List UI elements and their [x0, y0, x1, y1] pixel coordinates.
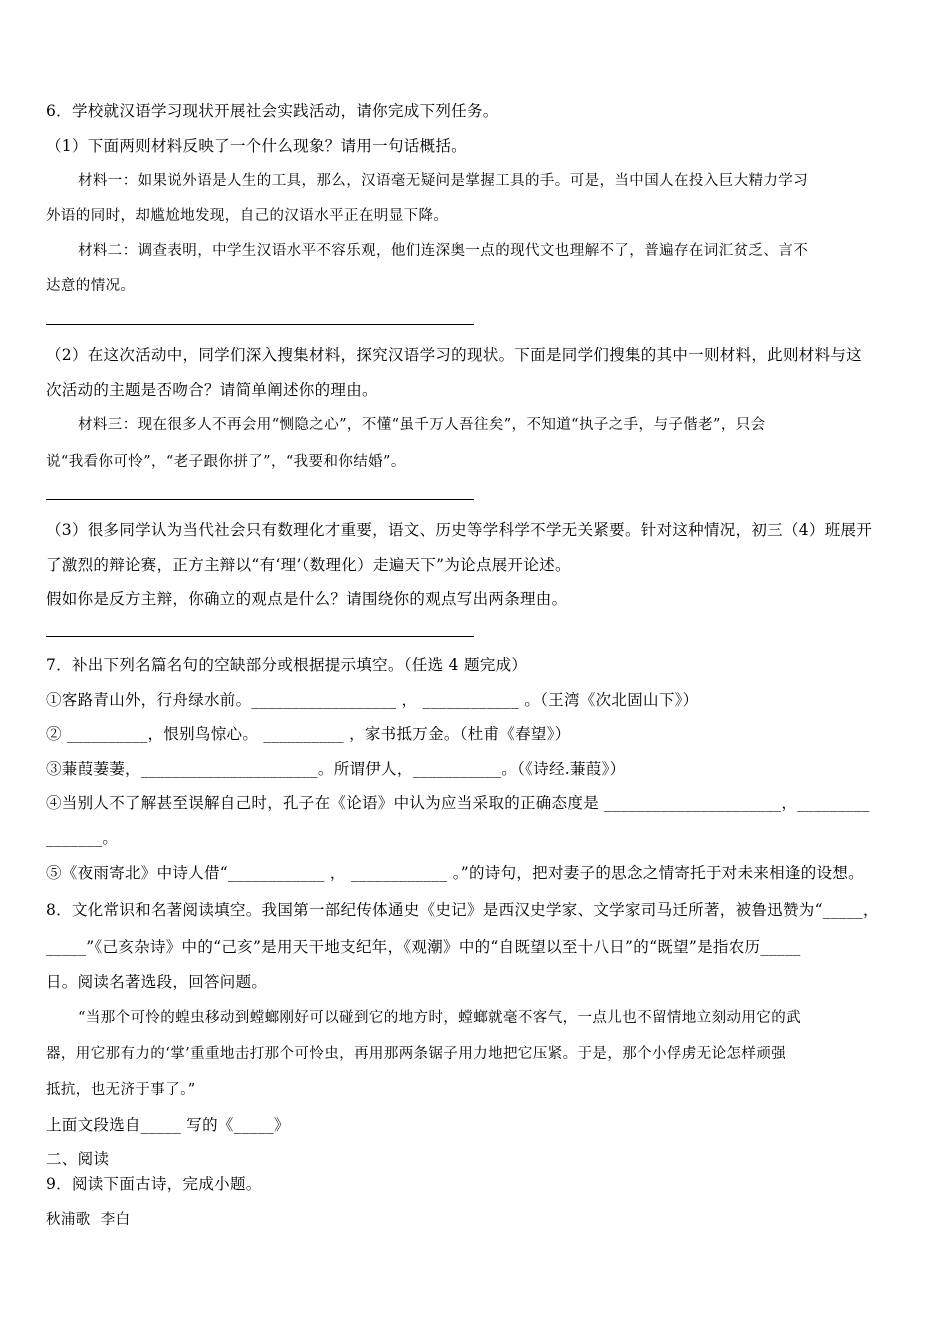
question-8-source: 上面文段选自_____ 写的《_____》 — [46, 1116, 290, 1134]
question-8-line-3: 日。阅读名著选段，回答问题。 — [46, 973, 268, 991]
material-1-line-1: 材料一：如果说外语是人生的工具，那么，汉语毫无疑问是掌握工具的手。可是，当中国人在投入巨大精力学习 — [78, 173, 809, 189]
question-6-part3-line-2: 了激烈的辩论赛，正方主辩以“有‘理’（数理化）走遍天下”为论点展开论述。 — [46, 556, 571, 574]
material-2-line-1: 材料二：调查表明，中学生汉语水平不容乐观，他们连深奥一点的现代文也理解不了，普遍存在词汇贫乏、言不 — [78, 243, 809, 259]
question-7-item-1: ①客路青山外，行舟绿水前。__________________ ， ____________ 。（王湾《次北固山下》） — [46, 691, 699, 709]
material-3-line-2: 说“我看你可怜”，“老子跟你拼了”，“我要和你结婚”。 — [46, 454, 406, 470]
excerpt-line-3: 抵抗，也无济于事了。” — [46, 1082, 196, 1098]
question-6-part2-line-2: 次活动的主题是否吻合？请简单阐述你的理由。 — [46, 381, 378, 399]
question-6-part3-line-3: 假如你是反方主辩，你确立的观点是什么？请围绕你的观点写出两条理由。 — [46, 590, 568, 608]
question-6-part2-line-1: （2）在这次活动中，同学们深入搜集材料，探究汉语学习的现状。下面是同学们搜集的其中一则材料，此则材料与这 — [46, 346, 862, 364]
section-2-heading: 二、阅读 — [46, 1150, 110, 1168]
question-8-line-1: 8．文化常识和名著阅读填空。我国第一部纪传体通史《史记》是西汉史学家、文学家司马迁所著，被鲁迅赞为“_____， — [46, 901, 879, 919]
question-6-part3-line-1: （3）很多同学认为当代社会只有数理化才重要，语文、历史等学科学不学无关紧要。针对这种情况，初三（4）班展开 — [46, 521, 873, 539]
question-9-title: 9．阅读下面古诗，完成小题。 — [46, 1175, 262, 1193]
excerpt-line-1: “当那个可怜的蝗虫移动到螳螂刚好可以碰到它的地方时，螳螂就毫不客气，一点儿也不留情地立刻动用它的武 — [78, 1010, 802, 1026]
poem-title: 秋浦歌 李白 — [46, 1212, 131, 1228]
material-3-line-1: 材料三：现在很多人不再会用“恻隐之心”，不懂“虽千万人吾往矣”，不知道“执子之手，与子偕老”，只会 — [78, 417, 766, 433]
question-7-item-3: ③蒹葭萋萋，______________________。所谓伊人，___________。（《诗经.蒹葭》） — [46, 760, 626, 778]
material-2-line-2: 达意的情况。 — [46, 278, 136, 294]
excerpt-line-2: 器，用它那有力的‘掌’重重地击打那个可怜虫，再用那两条锯子用力地把它压紧。于是，那个小俘虏无论怎样顽强 — [46, 1046, 787, 1062]
question-8-line-2: _____”《己亥杂诗》中的“己亥”是用天干地支纪年，《观潮》中的“自既望以至十八日”的“既望”是指农历_____ — [46, 938, 801, 956]
answer-line-1[interactable] — [46, 324, 474, 325]
question-7-item-2: ② __________，恨别鸟惊心。 __________ ，家书抵万金。（杜甫《春望》） — [46, 725, 571, 743]
question-6-part1-prompt: （1）下面两则材料反映了一个什么现象？请用一句话概括。 — [46, 137, 467, 155]
answer-line-3[interactable] — [46, 636, 474, 637]
question-7-title: 7．补出下列名篇名句的空缺部分或根据提示填空。（任选 4 题完成） — [46, 656, 528, 674]
answer-line-2[interactable] — [46, 499, 474, 500]
question-6-title: 6．学校就汉语学习现状开展社会实践活动，请你完成下列任务。 — [46, 102, 499, 120]
question-7-item-5: ⑤《夜雨寄北》中诗人借“____________ ， ____________ 。”的诗句，把对妻子的思念之情寄托于对未来相逢的设想。 — [46, 864, 864, 882]
material-1-line-2: 外语的同时，却尴尬地发现，自己的汉语水平正在明显下降。 — [46, 208, 449, 224]
question-7-item-4-line-1: ④当别人不了解甚至误解自己时，孔子在《论语》中认为应当采取的正确态度是 ______________________，_________ — [46, 794, 870, 812]
question-7-item-4-line-2: _______。 — [46, 829, 119, 847]
